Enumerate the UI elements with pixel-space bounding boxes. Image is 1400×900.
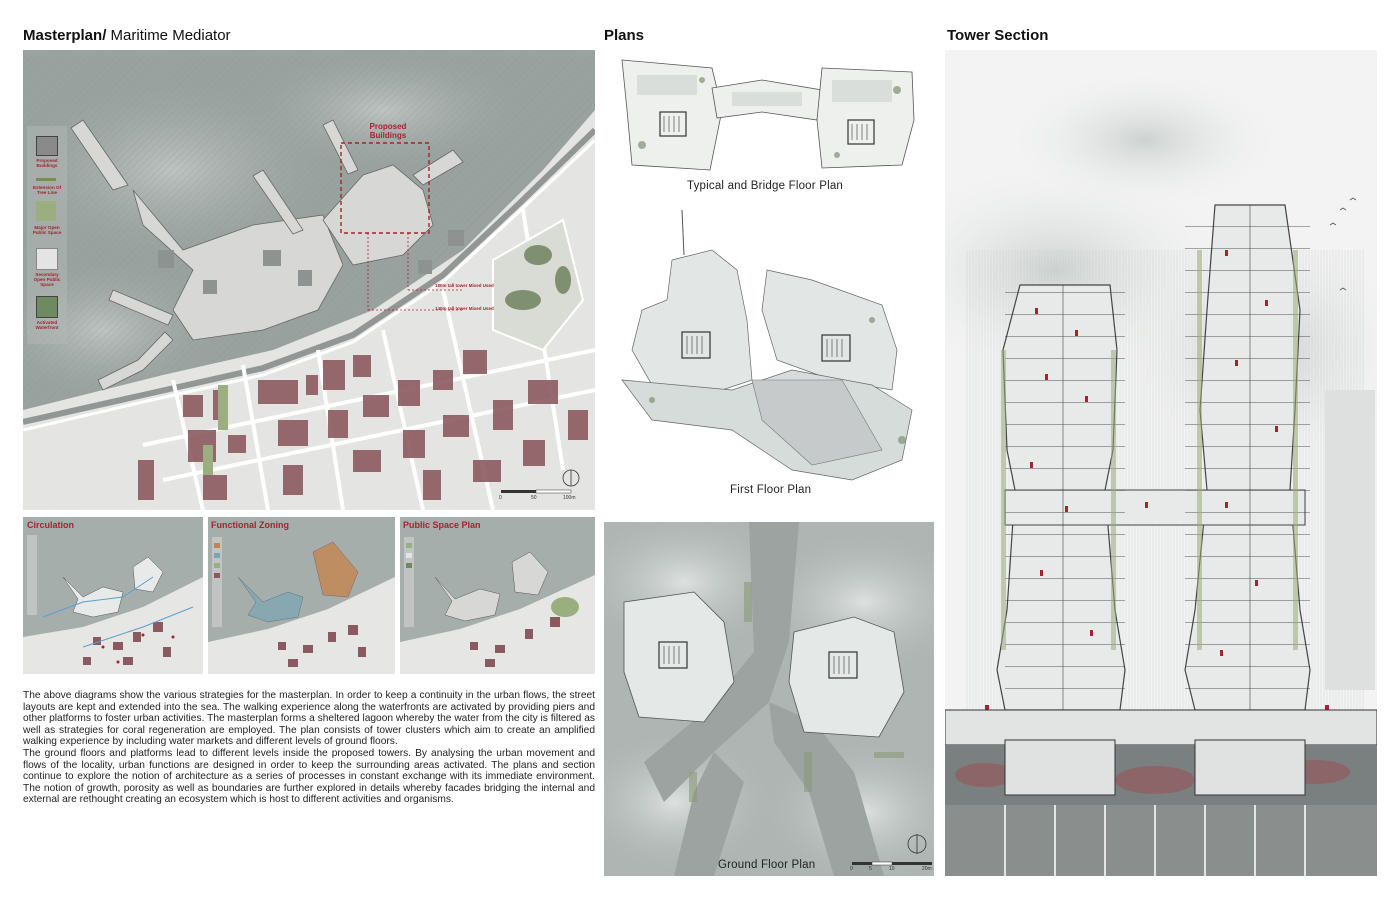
- legend-label-proposed: Proposed Buildings: [36, 158, 58, 168]
- ground-scale-5: 5: [869, 866, 872, 872]
- section-title: [947, 27, 1048, 44]
- first-floor-plan: [612, 210, 934, 490]
- masterplan-scale-100: 100m: [563, 495, 576, 501]
- ground-scale-10: 10: [889, 866, 895, 872]
- tower-section: [945, 50, 1377, 876]
- diagram-functional-zoning: [208, 517, 395, 674]
- first-floor-caption: First Floor Plan: [730, 484, 812, 496]
- circulation-drawing: [23, 517, 203, 674]
- legend-swatch-major-space: [36, 201, 56, 221]
- masterplan-map: [23, 50, 595, 510]
- masterplan-title: [23, 27, 231, 44]
- ground-floor-plan-drawing: [604, 522, 934, 876]
- public-space-drawing: [400, 517, 595, 674]
- diagram-circulation: [23, 517, 203, 674]
- ground-floor-plan: [604, 522, 934, 876]
- plans-title-text: Plans: [604, 27, 645, 44]
- proposed-buildings-label: Proposed Buildings: [369, 122, 407, 140]
- masterplan-scale-50: 50: [531, 495, 537, 501]
- tower-section-drawing: [945, 50, 1377, 876]
- masterplan-title-bold: Masterplan/: [23, 27, 107, 44]
- ground-floor-caption: Ground Floor Plan: [718, 859, 816, 871]
- diagram-circulation-title: Circulation: [27, 520, 75, 530]
- masterplan-drawing: [23, 50, 595, 510]
- section-title-text: Tower Section: [947, 27, 1049, 44]
- diagram-public-space-title: Public Space Plan: [403, 520, 481, 530]
- plans-title: [604, 27, 644, 44]
- description-paragraph-2: The ground floors and platforms lead to different levels inside the proposed towers. By analysing the urban movement and flows of the locality, urban functions are designed in order to keep the surrounding areas activated. The plans and section continue to explore the notion of architecture as a series of processes in constant exchange with its immediate environment. The notion of growth, porosity as well as boundaries are further explored in details whereby facades bridging the internal and external are rethought creating an ecosystem which is host to different activities and organisms.: [23, 747, 595, 806]
- typical-floor-plan: [612, 50, 932, 178]
- legend-label-major-space: Major Open Public Space: [32, 225, 62, 235]
- legend-label-secondary-space: Secondary Open Public Space: [33, 272, 61, 287]
- first-floor-plan-drawing: [612, 210, 934, 490]
- description-text: [23, 690, 595, 806]
- masterplan-title-rest: Maritime Mediator: [106, 27, 231, 44]
- tower-label-180: 180m tall tower Mixed Used: [435, 283, 494, 288]
- legend-label-waterfront: Activated Waterfront: [35, 320, 59, 330]
- legend-swatch-waterfront: [36, 296, 58, 318]
- diagram-zoning-title: Functional Zoning: [211, 520, 289, 530]
- legend-swatch-proposed: [36, 136, 58, 156]
- legend-label-tree-line: Extension Of Tree Line: [32, 185, 62, 195]
- functional-zoning-drawing: [208, 517, 395, 674]
- ground-scale-20: 20m: [922, 866, 932, 872]
- typical-floor-plan-drawing: [612, 50, 932, 178]
- legend-swatch-tree-line: [36, 178, 56, 181]
- description-paragraph-1: The above diagrams show the various strategies for the masterplan. In order to keep a continuity in the urban flows, the street layouts are kept and extended into the sea. The walking experience along the waterfronts are activated by providing piers and other platforms to foster urban activities. The masterplan forms a sheltered lagoon whereby the water from the city is filtered as well as strategies for coral regeneration are employed. The plan consists of tower clusters which aim to create an amplified walking experience by including water markets and different levels of ground floors.: [23, 690, 595, 748]
- ground-scale-0: 0: [850, 866, 853, 872]
- masterplan-scale-0: 0: [499, 495, 502, 501]
- masterplan-legend: [27, 126, 67, 344]
- legend-swatch-secondary-space: [36, 248, 58, 270]
- typical-floor-caption: Typical and Bridge Floor Plan: [687, 180, 844, 192]
- diagram-public-space: [400, 517, 595, 674]
- tower-label-140: 140m tall tower Mixed Used: [435, 306, 494, 311]
